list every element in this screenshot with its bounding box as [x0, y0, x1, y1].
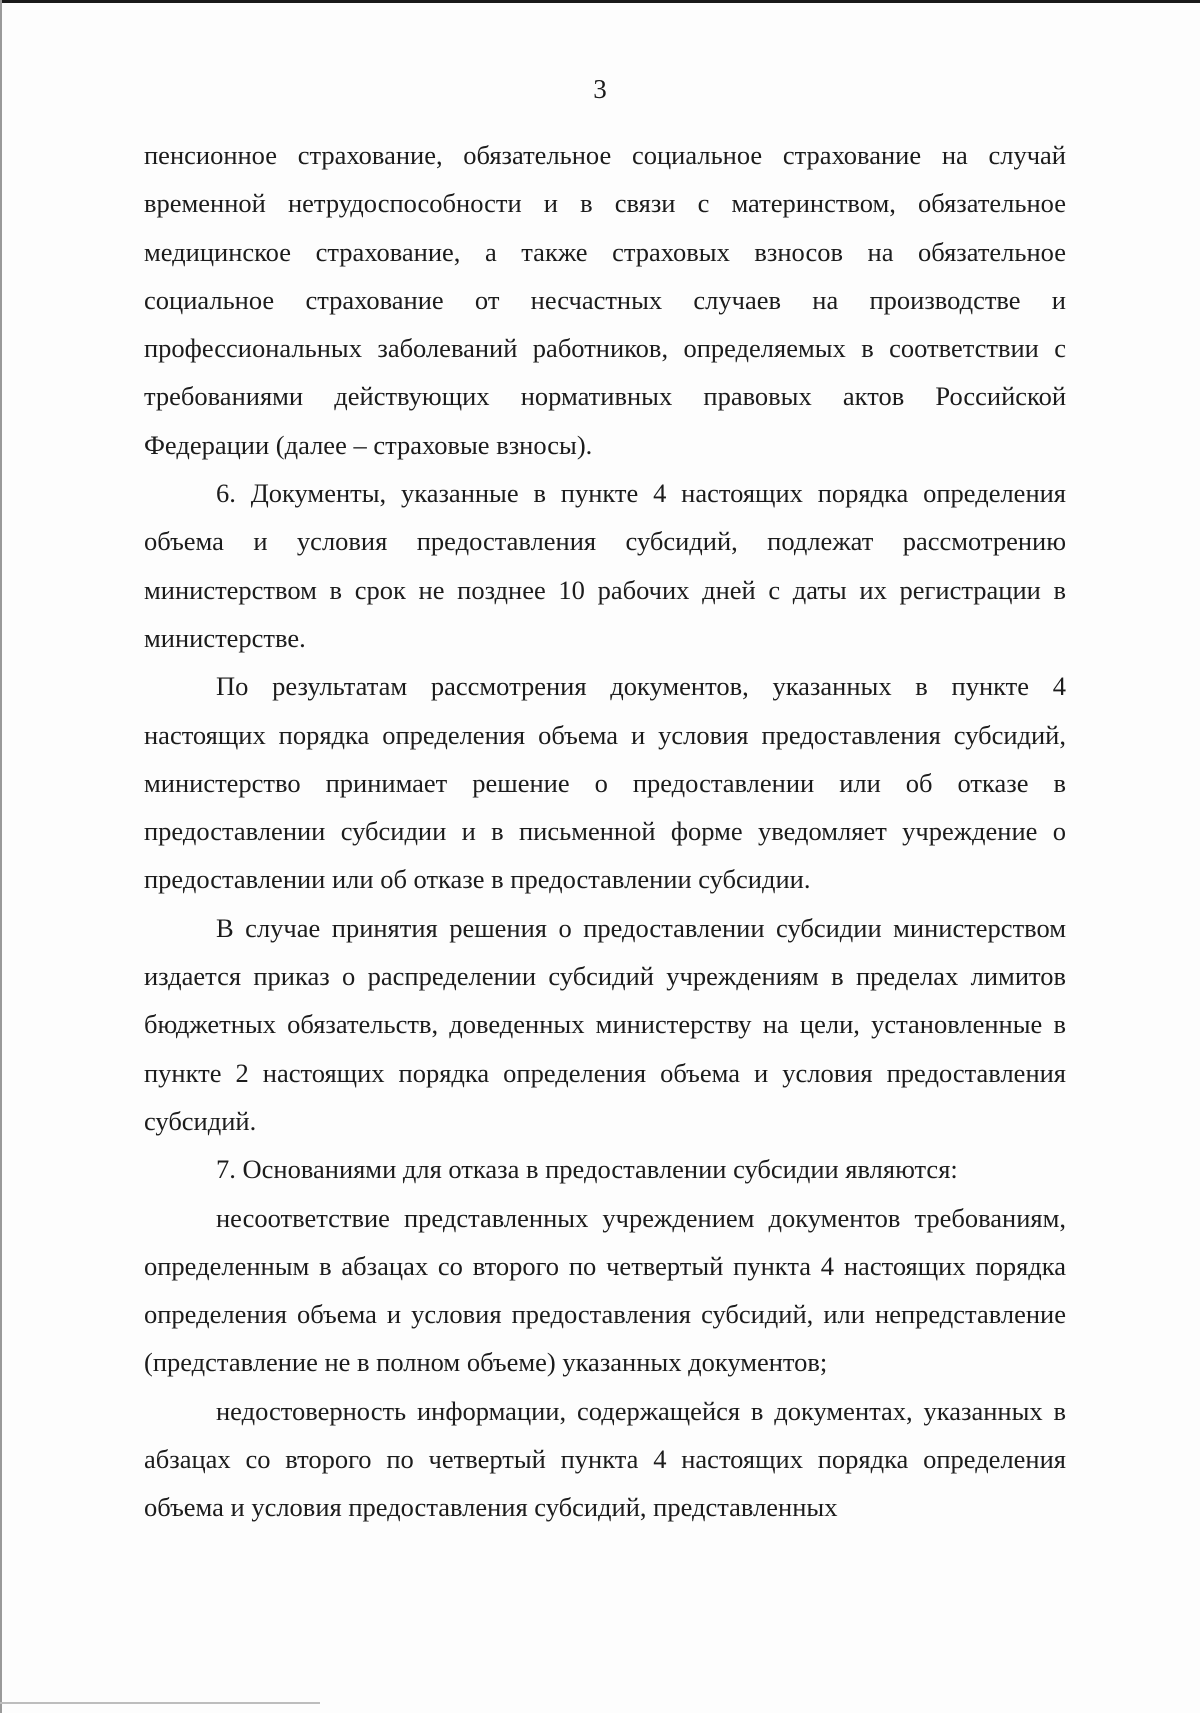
- page-number: 3: [593, 74, 607, 104]
- scan-left-edge: [0, 0, 2, 1713]
- paragraph: недостоверность информации, содержащейся в документах, указанных в абзацах со второго по четвертый пункта 4 настоящих порядка определения объема и условия предоставления субсидий, представленных: [144, 1395, 1066, 1523]
- body-text: [144, 131, 1066, 1532]
- scan-top-edge: [0, 0, 1200, 3]
- paragraph: 7. Основаниями для отказа в предоставлении субсидии являются:: [216, 1154, 958, 1185]
- paragraph: пенсионное страхование, обязательное социальное страхование на случай временной нетрудоспособности и в связи с материнством, обязательное медицинское страхование, а также страховых взносов на обязательное социальное страхование от несчастных случаев на производстве и профессиональных заболеваний работников, определяемых в соответствии с требованиями действующих нормативных правовых актов Российской Федерации (далее – страховые взносы).: [144, 140, 1066, 460]
- paragraph: несоответствие представленных учреждением документов требованиям, определенным в абзацах со второго по четвертый пункта 4 настоящих порядка определения объема и условия предоставления субсидий, или непредставление (представление не в полном объеме) указанных документов;: [144, 1202, 1066, 1378]
- paragraph: В случае принятия решения о предоставлении субсидии министерством издается приказ о распределении субсидий учреждениям в пределах лимитов бюджетных обязательств, доведенных министерству на цели, установленные в пункте 2 настоящих порядка определения объема и условия предоставления субсидий.: [144, 912, 1066, 1136]
- paragraph: По результатам рассмотрения документов, указанных в пункте 4 настоящих порядка определения объема и условия предоставления субсидий, министерство принимает решение о предоставлении или об отказе в предоставлении субсидии и в письменной форме уведомляет учреждение о предоставлении или об отказе в предоставлении субсидии.: [144, 671, 1066, 895]
- paragraph: 6. Документы, указанные в пункте 4 настоящих порядка определения объема и условия предоставления субсидий, подлежат рассмотрению министерством в срок не позднее 10 рабочих дней с даты их регистрации в министерстве.: [144, 478, 1066, 653]
- scan-bottom-edge: [0, 1702, 320, 1704]
